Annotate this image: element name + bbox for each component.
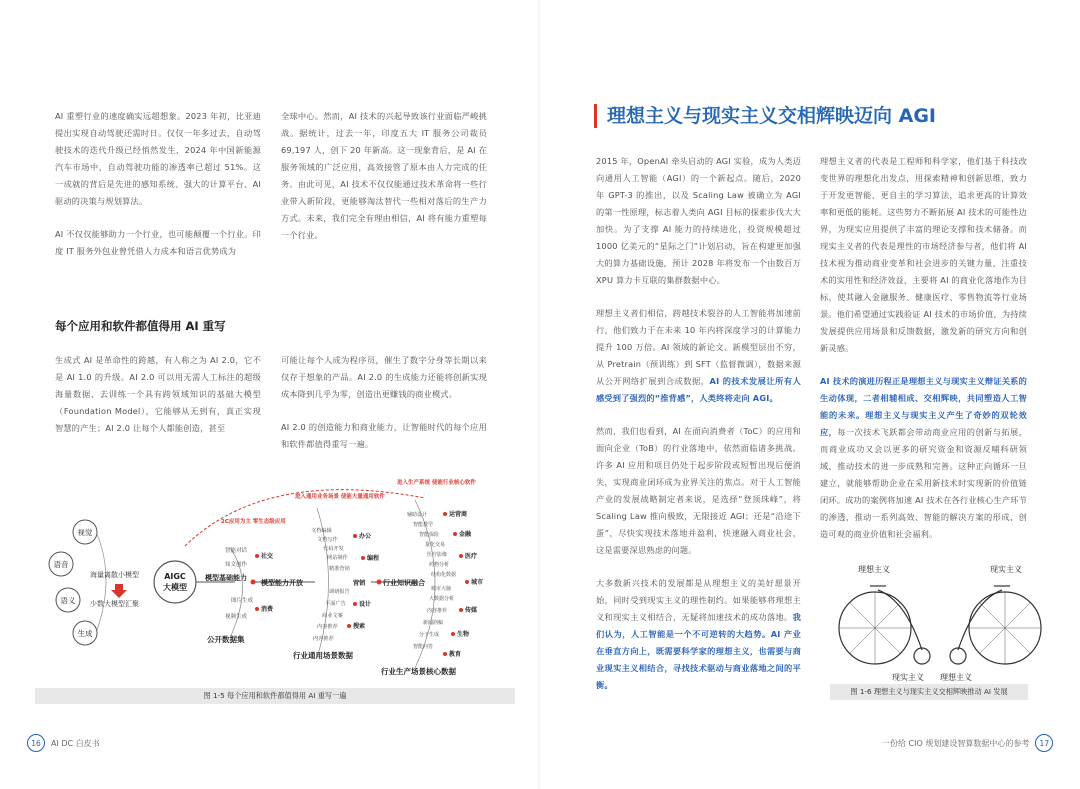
ind-node: 金融: [459, 531, 472, 538]
paragraph: AI 不仅仅能够助力一个行业，也可能颠覆一个行业。印度 IT 服务外包业曾凭借人力成本和语言优势成为: [55, 229, 261, 256]
highlight-text: 我们认为，人工智能是一个不可逆转的大趋势。AI 产业在垂直方向上，既需要科学家的理想主义，也需要与商业现实主义相结合，寻找技术驱动与商业落地之间的平衡。: [596, 612, 801, 690]
mid-item: 内容推荐: [317, 624, 338, 630]
branch-base: 模型基础能力: [205, 574, 247, 582]
svg-text:大模型: 大模型: [163, 583, 187, 592]
label-general: 行业通用场景数据: [293, 651, 353, 660]
left-col2-top: [281, 108, 487, 260]
input-vision: 视觉: [77, 528, 93, 537]
mid-item: 商业文案: [322, 613, 343, 619]
base-node-social: 社交: [261, 553, 274, 560]
paragraph: AI 2.0 的创造能力和商业能力，让智能时代的每个应用和软件都值得重写一遍。: [281, 422, 487, 449]
ind-item: 智能保险: [419, 532, 440, 538]
mid-item: 精准营销: [329, 566, 350, 572]
label-top-left: 理想主义: [858, 565, 890, 574]
left-col1-top: [55, 108, 261, 276]
penny-farthing-right: [950, 586, 1041, 664]
mid-node: 办公: [359, 533, 372, 540]
right-page: [540, 0, 1080, 789]
footer-text: 一份给 CIO 规划建设智算数据中心的参考: [882, 738, 1030, 748]
paragraph: 可能让每个人成为程序员，催生了数字分身等长期以来仅存于想象的产品。AI 2.0 的生成能力还能将创新实现成本降到几乎为零，创造出更赚钱的商业模式。: [281, 355, 487, 399]
paragraph: [596, 575, 801, 694]
base-node-consume: 消费: [261, 606, 274, 613]
input-speech: 语音: [53, 560, 69, 569]
label-bottom-left: 现实主义: [892, 673, 924, 682]
text-run: 每一次技术飞跃都会带动商业应用的创新与拓展，而商业成功又会以更多的研究资金和资源反哺科研领域，推动技术的进一步成熟和完善。这种正向循环一旦建立，就能够帮助企业在采用新技术时实现新的价值链闭环。成功的案例将加速 AI 技术在各行业核心生产环节的渗透，推动一系列高效、智能的解决方案的形成，创造可观的商业价值和社会福利。: [820, 427, 1027, 539]
ind-item: 结构化数据: [431, 572, 457, 578]
ind-item: 智能问答: [413, 644, 434, 650]
figure-bicycles: [830, 560, 1050, 684]
label-top-right: 现实主义: [990, 565, 1022, 574]
label-core: 行业生产场景核心数据: [381, 667, 456, 676]
paragraph: 理想主义者的代表是工程师和科学家，他们基于科技改变世界的理想化出发点，用探索精神和创新思维，致力于开发更智能、更自主的学习算法，追求更高的计算效率和更低的能耗。这些努力不断拓展 AI 技术的可能性边界，为现实应用提供了丰富的理论支撑和技术储备。而现实主义者的代表是理性的市场经济参与者，他们将 AI 技术视为推动商业变革和社会进步的关键力量，注重技术的实用性和经济效益，主要将 AI 的商业化落地作为目标，使其融入金融服务、健康医疗、零售物流等行业场景。他们希望通过实践验证 AI 技术的市场价值，为持续发展提供应用场景和反馈数据，激发新的研究方向和创新灵感。: [820, 156, 1027, 353]
input-circles: [49, 520, 106, 645]
base-item: 图片生成: [231, 598, 254, 604]
ind-node: 城市: [471, 579, 484, 586]
figure-ai-rewrite-diagram: [35, 478, 515, 688]
branch-industry: 行业知识融合: [383, 579, 425, 587]
left-col1-bottom: [55, 352, 261, 453]
text-run: 大多数新兴技术的发展都是从理想主义的美好愿景开始，同时受到现实主义的理性制约。如果能够将理想主义和现实主义相结合，无疑将加速技术的成功落地。: [596, 578, 801, 622]
right-col1: [596, 153, 801, 710]
label-public: 公开数据集: [207, 635, 245, 644]
paragraph: 然而，我们也看到，AI 在面向消费者（ToC）的应用和面向企业（ToB）的行业落地中，依然面临诸多挑战。许多 AI 应用和项目仍处于起步阶段或短暂出现后便消失，实现商业闭环成为业界关注的焦点。对于人工智能产业的发展战略制定者来说，是选择“登顶珠峰”，将 Scaling Law 推向极致，无限接近 AGI；还是“沿途下蛋”，尽快实现技术落地并盈利，快速融入商业社会，这是需要深思熟虑的问题。: [596, 426, 801, 555]
mid-item: 平面广告: [325, 601, 346, 607]
mid-item: 调研报告: [329, 589, 350, 595]
mid-item: 文档写作: [317, 537, 338, 543]
ind-item: 内容推荐: [427, 608, 448, 614]
ind-item: 量化交易: [425, 542, 446, 548]
mid-node: 编程: [367, 555, 380, 562]
base-item: 视频生成: [225, 614, 248, 620]
ind-item: 分子生成: [419, 632, 440, 638]
figure-caption: 图 1-5 每个应用和软件都值得用 AI 重写一遍: [35, 688, 515, 704]
input-semantic: 语义: [60, 596, 76, 605]
paragraph: AI 重塑行业的速度确实远超想象。2023 年初，比亚迪提出实现自动驾驶还需时日。仅仅一年多过去，自动驾驶技术的迭代升级已经悄然发生，2024 年中国新能源汽车市场中，自动驾驶功能的渗透率已超过 51%。这一成就的背后是先进的感知系统、强大的计算平台、AI 驱动的决策与规划算法。: [55, 111, 261, 206]
ind-item: 智能教学: [413, 522, 434, 528]
left-col2-bottom: [281, 352, 487, 469]
mid-item: 网站制作: [327, 555, 348, 561]
text-run: 理想主义者们相信，跨越技术裂谷的人工智能将加速前行，他们致力于在未来 10 年内将深度学习的计算能力提升 100 万倍。AI 领域的新论文、新模型层出不穷，从 Pretrain（预训练）到 SFT（监督微调），数据来源从公开网络扩展到合成数据，: [596, 308, 801, 386]
annot-production: 进入生产系统 使能行业核心软件: [397, 480, 476, 486]
paragraph: 2015 年，OpenAI 牵头启动的 AGI 实验，成为人类迈向通用人工智能（AGI）的一个新起点。随后，2020 年 GPT-3 的推出，以及 Scaling Law 被确立为 AGI 的第一性原理，标志着人类向 AGI 目标的探索步伐大大加快。为了支撑 AI 能力的持续进化，投资规模超过1000 亿美元的“星际之门”计划启动，旨在构建更加强大的算力基础设施，预计 2028 年将发布一个由数百万 XPU 算力卡互联的集群数据中心。: [596, 156, 801, 285]
svg-text:AIGC: AIGC: [164, 572, 186, 581]
footer-left: [27, 734, 100, 752]
section-title: 理想主义与现实主义交相辉映迈向 AGI: [594, 104, 936, 128]
arrow-down-icon: [111, 584, 127, 598]
penny-farthing-left: [839, 586, 930, 664]
page-number: 16: [27, 734, 45, 752]
highlight-text: AI 技术的演进历程正是理想主义与现实主义辩证关系的生动体现，二者相辅相成、交相辉映，共同塑造人工智能的未来。理想主义与现实主义产生了奇妙的双轮效应，: [820, 376, 1027, 437]
ind-item: 辅助设计: [407, 512, 428, 518]
ind-node: 教育: [449, 651, 462, 658]
ind-node: 运营商: [449, 511, 468, 518]
paragraph: 生成式 AI 是革命性的跨越，有人称之为 AI 2.0，它不是 AI 1.0 的升级。AI 2.0 可以用无需人工标注的超级海量数据、去训练一个具有跨领域知识的基础大模型（Foundation Model），它能够从无到有，真正实现智慧的产生；AI 2.0 让每个人都能创造，甚至: [55, 355, 261, 433]
ind-item: 城市大脑: [431, 586, 452, 592]
paragraph: [820, 373, 1027, 543]
section-heading: 每个应用和软件都值得用 AI 重写: [55, 319, 226, 333]
branch-mid: 模型能力开放: [261, 579, 303, 587]
ind-item: 大数据分析: [429, 596, 455, 602]
hub-circle: [154, 561, 196, 603]
mid-item: 文档编辑: [311, 528, 332, 534]
input-generation: 生成: [77, 629, 93, 638]
base-item: 智能对话: [225, 548, 248, 554]
figure-caption: 图 1-6 理想主义与现实主义交相辉映推动 AI 发展: [830, 684, 1028, 700]
mid-item: 内容推荐: [313, 636, 334, 642]
ind-node: 医疗: [465, 553, 478, 560]
ind-item: 新闻润稿: [423, 620, 444, 626]
ind-item: 医疗影像: [427, 552, 448, 558]
ind-item: 药物分析: [429, 562, 450, 568]
right-col2: [820, 153, 1027, 559]
annot-2c: 2C应用为主 零生态级应用: [221, 519, 286, 525]
page-number: 17: [1035, 734, 1053, 752]
mid-item: 代码开发: [323, 546, 344, 552]
model-bottom-label: 少数大模型汇聚: [90, 600, 139, 608]
base-item: 知文创作: [225, 562, 248, 568]
footer-right: [882, 734, 1053, 752]
paragraph: [596, 305, 801, 407]
paragraph: 全球中心。然而，AI 技术的兴起导致该行业面临严峻挑战。据统计，过去一年，印度五大 IT 服务公司裁员 69,197 人，创下 20 年新高。这一现象背后，是 AI 在服务领域的广泛应用，高效接管了原本由人力完成的任务。由此可见，AI 技术不仅仅能通过技术革命将一些行业带入新阶段，更能够淘汰替代一些相对落后的生产力方式。未来，我们完全有理由相信，AI 将有能力重塑每一个行业。: [281, 111, 487, 240]
ind-node: 传媒: [465, 607, 478, 614]
label-bottom-right: 理想主义: [940, 673, 972, 682]
mid-node: 设计: [359, 601, 372, 608]
model-top-label: 海量离散小模型: [90, 571, 139, 579]
highlight-text: AI 的技术发展让所有人感受到了强烈的“推背感”，人类终将走向 AGI。: [596, 376, 801, 403]
annot-general: 进入通用业务场景 使能大量通用软件: [295, 494, 385, 500]
ind-node: 生物: [457, 631, 470, 638]
mid-node-marketing: 营销: [353, 580, 366, 587]
mid-node: 搜索: [353, 623, 366, 630]
footer-text: AI DC 白皮书: [51, 738, 100, 748]
